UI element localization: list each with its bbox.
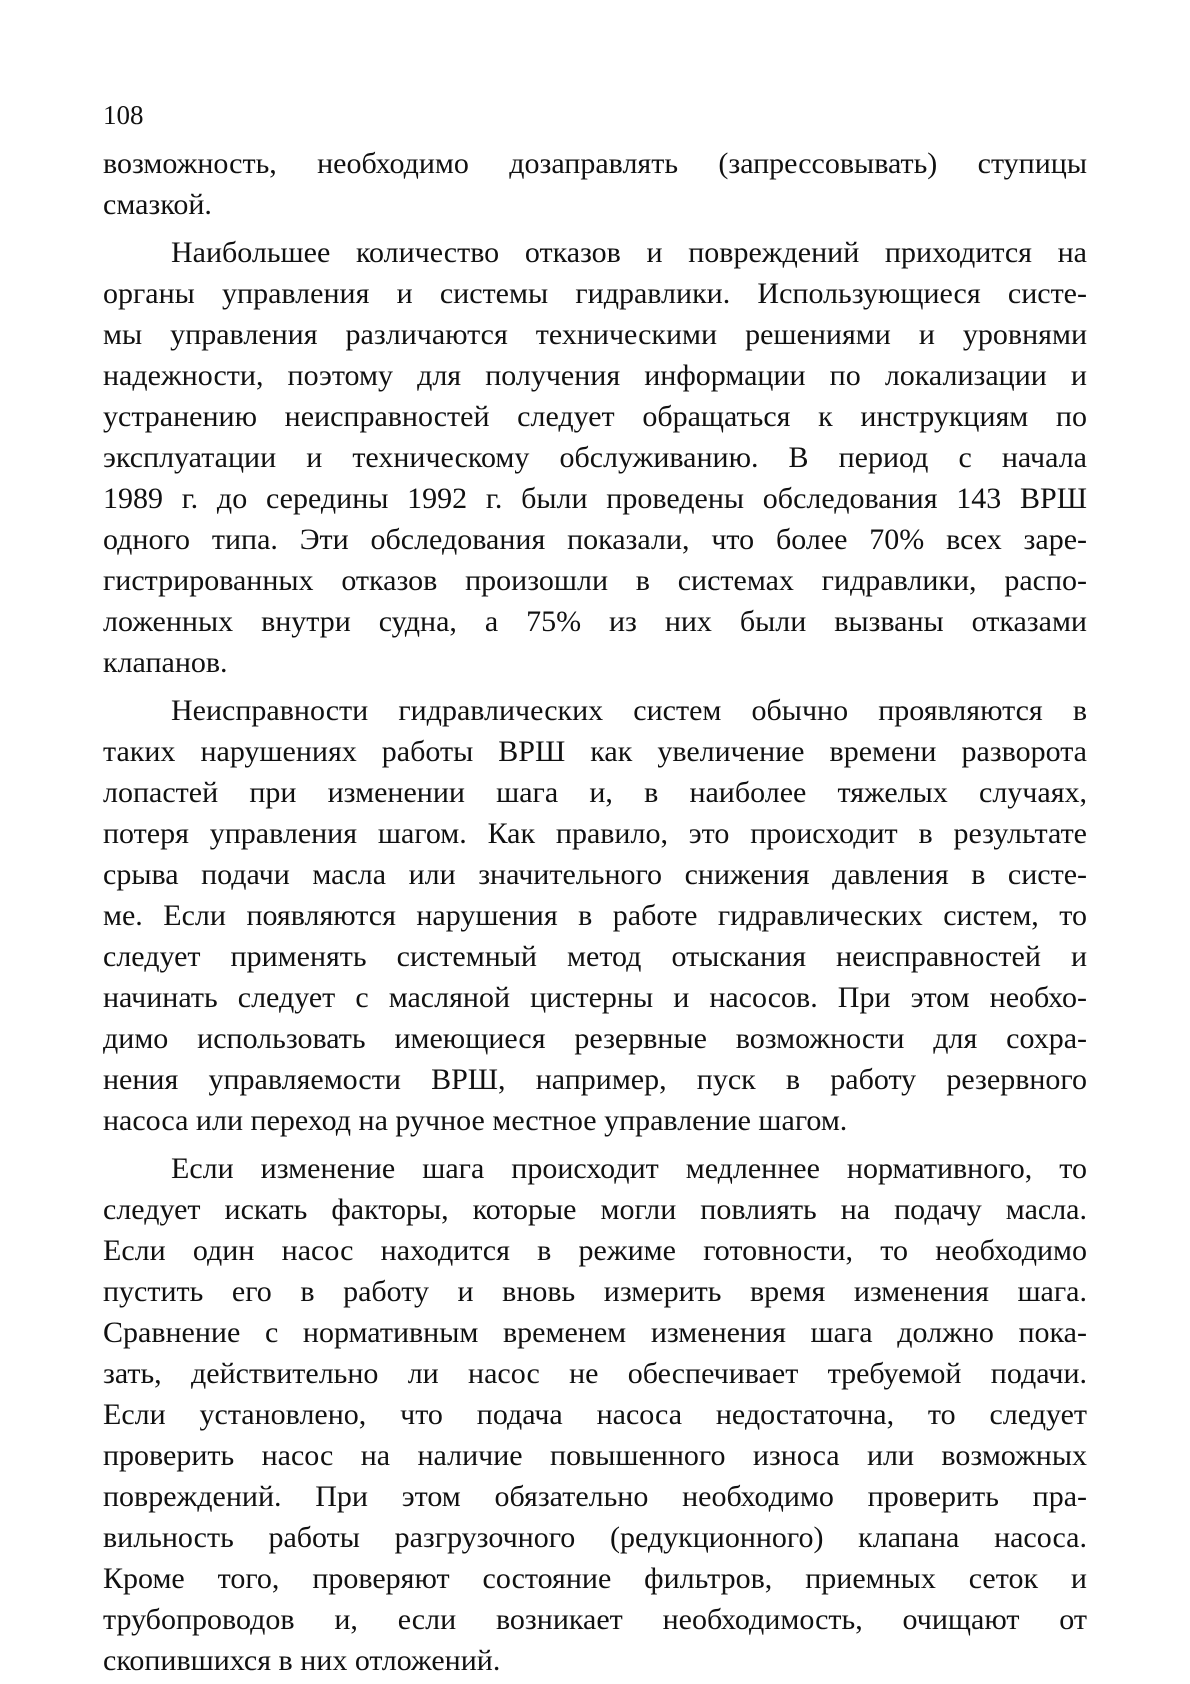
text-line: пустить его в работу и вновь измерить время изменения шага. [103, 1275, 1087, 1308]
text-line: таких нарушениях работы ВРШ как увеличение времени разворота [103, 735, 1087, 768]
text-line: Если один насос находится в режиме готовности, то необходимо [103, 1234, 1087, 1267]
text-line: Сравнение с нормативным временем изменения шага должно пока- [103, 1316, 1087, 1349]
text-line: эксплуатации и техническому обслуживанию. В период с начала [103, 441, 1087, 474]
text-line: следует применять системный метод отыскания неисправностей и [103, 940, 1087, 973]
text-line: лопастей при изменении шага и, в наиболее тяжелых случаях, [103, 776, 1087, 809]
text-line: Наибольшее количество отказов и повреждений приходится на [171, 236, 1087, 269]
text-line: клапанов. [103, 646, 228, 679]
text-line: возможность, необходимо дозаправлять (запрессовывать) ступицы [103, 147, 1087, 180]
text-line: скопившихся в них отложений. [103, 1644, 501, 1677]
text-line: насоса или переход на ручное местное управление шагом. [103, 1104, 848, 1137]
text-line: 1989 г. до середины 1992 г. были проведены обследования 143 ВРШ [103, 482, 1087, 515]
text-line: проверить насос на наличие повышенного износа или возможных [103, 1439, 1087, 1472]
text-line: Если изменение шага происходит медленнее нормативного, то [171, 1152, 1087, 1185]
text-line: зать, действительно ли насос не обеспечивает требуемой подачи. [103, 1357, 1087, 1390]
text-line: Неисправности гидравлических систем обычно проявляются в [171, 694, 1087, 727]
text-line: Кроме того, проверяют состояние фильтров, приемных сеток и [103, 1562, 1087, 1595]
text-line: повреждений. При этом обязательно необходимо проверить пра- [103, 1480, 1087, 1513]
text-line: смазкой. [103, 188, 212, 221]
paragraph [103, 143, 1087, 225]
text-line: вильность работы разгрузочного (редукционного) клапана насоса. [103, 1521, 1087, 1554]
text-line: начинать следует с масляной цистерны и насосов. При этом необхо- [103, 981, 1087, 1014]
text-line: одного типа. Эти обследования показали, что более 70% всех заре- [103, 523, 1087, 556]
text-line: следует искать факторы, которые могли повлиять на подачу масла. [103, 1193, 1087, 1226]
text-line: гистрированных отказов произошли в системах гидравлики, распо- [103, 564, 1087, 597]
text-line: трубопроводов и, если возникает необходимость, очищают от [103, 1603, 1087, 1636]
text-line: димо использовать имеющиеся резервные возможности для сохра- [103, 1022, 1087, 1055]
body-text [103, 143, 1087, 1681]
text-line: нения управляемости ВРШ, например, пуск в работу резервного [103, 1063, 1087, 1096]
paragraph [103, 232, 1087, 683]
text-line: органы управления и системы гидравлики. Использующиеся систе- [103, 277, 1087, 310]
text-line: ме. Если появляются нарушения в работе гидравлических систем, то [103, 899, 1087, 932]
text-line: устранению неисправностей следует обращаться к инструкциям по [103, 400, 1087, 433]
paragraph [103, 690, 1087, 1141]
text-line: ложенных внутри судна, а 75% из них были вызваны отказами [103, 605, 1087, 638]
paragraph [103, 1148, 1087, 1681]
text-line: мы управления различаются техническими решениями и уровнями [103, 318, 1087, 351]
text-line: потеря управления шагом. Как правило, это происходит в результате [103, 817, 1087, 850]
text-line: срыва подачи масла или значительного снижения давления в систе- [103, 858, 1087, 891]
text-line: надежности, поэтому для получения информации по локализации и [103, 359, 1087, 392]
page-number: 108 [103, 100, 144, 130]
text-line: Если установлено, что подача насоса недостаточна, то следует [103, 1398, 1087, 1431]
